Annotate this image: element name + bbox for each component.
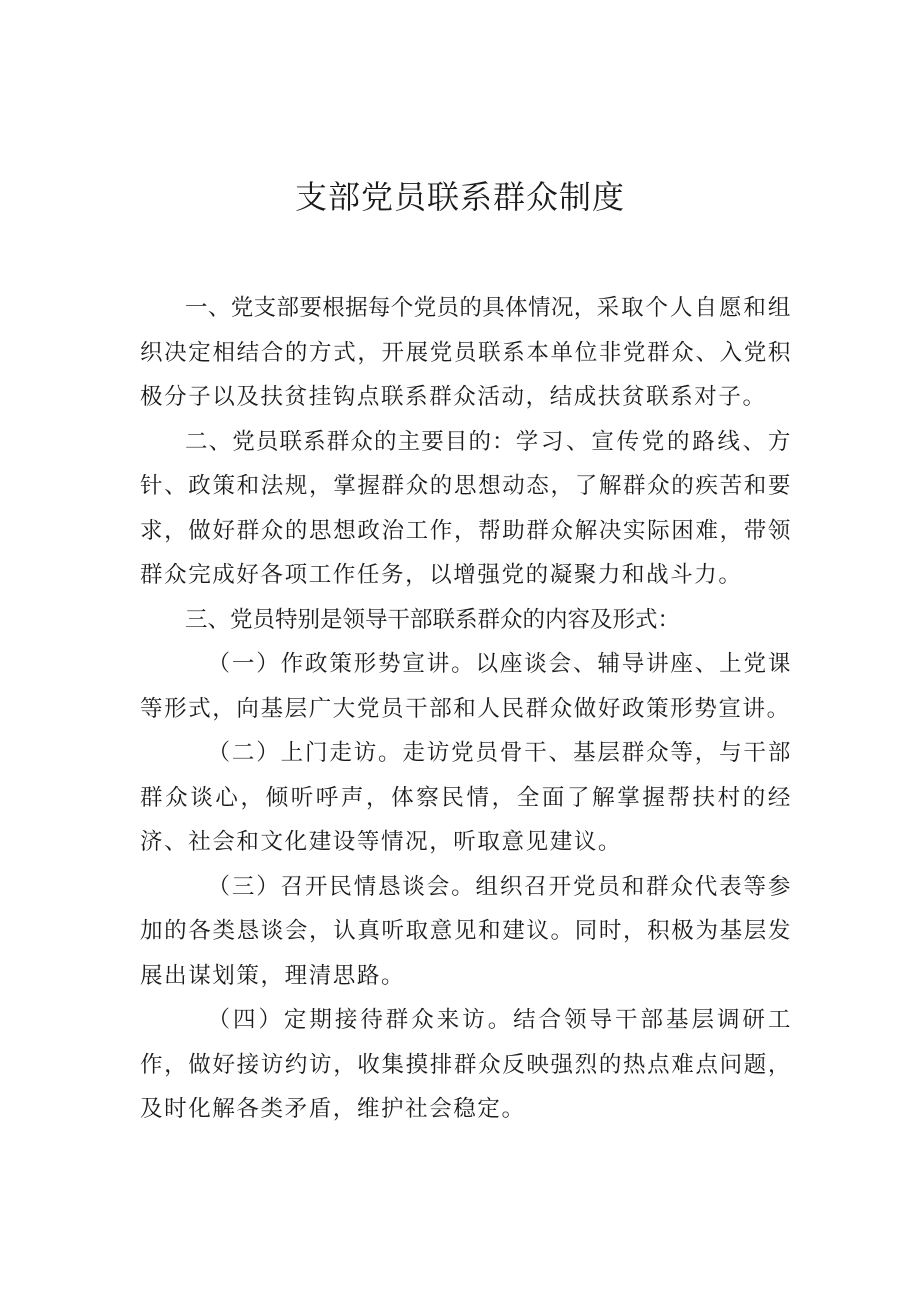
section-2 bbox=[140, 420, 792, 598]
list-item: （四）定期接待群众来访。结合领导干部基层调研工作，做好接访约访，收集摸排群众反映强烈的热点难点问题，及时化解各类矛盾，维护社会稳定。 bbox=[140, 1007, 792, 1122]
section-1-heading: 一、党支部要根据每个党员的具体情况， bbox=[185, 295, 597, 321]
page-title: 支部党员联系群众制度 bbox=[294, 178, 625, 216]
section-1-text: 采取个人自愿和组织决定相结合的方式，开展党员联系本单位非党群众、入党积极分子以及扶贫挂钩点联系群众活动，结成扶贫联系对子。 bbox=[140, 295, 792, 410]
list-item: （一）作政策形势宣讲。以座谈会、辅导讲座、上党课等形式，向基层广大党员干部和人民群众做好政策形势宣讲。 bbox=[140, 651, 792, 722]
section-2-heading: 二、党员联系群众的主要目的： bbox=[185, 428, 516, 455]
section-1 bbox=[140, 286, 792, 420]
section-2-text: 学习、宣传党的路线、方针、政策和法规，掌握群众的思想动态，了解群众的疾苦和要求，做好群众的思想政治工作，帮助群众解决实际困难，带领群众完成好各项工作任务，以增强党的凝聚力和战斗力。 bbox=[140, 428, 792, 588]
list-item: （三）召开民情恳谈会。组织召开党员和群众代表等参加的各类恳谈会，认真听取意见和建议。同时，积极为基层发展出谋划策，理清思路。 bbox=[140, 873, 792, 989]
list-item: （二）上门走访。走访党员骨干、基层群众等，与干部群众谈心，倾听呼声，体察民情，全面了解掌握帮扶村的经济、社会和文化建设等情况，听取意见建议。 bbox=[140, 740, 792, 855]
section-3 bbox=[140, 598, 792, 643]
document-body bbox=[140, 286, 792, 1132]
section-3-heading: 三、党员特别是领导干部联系群众的内容及形式： bbox=[185, 606, 681, 633]
